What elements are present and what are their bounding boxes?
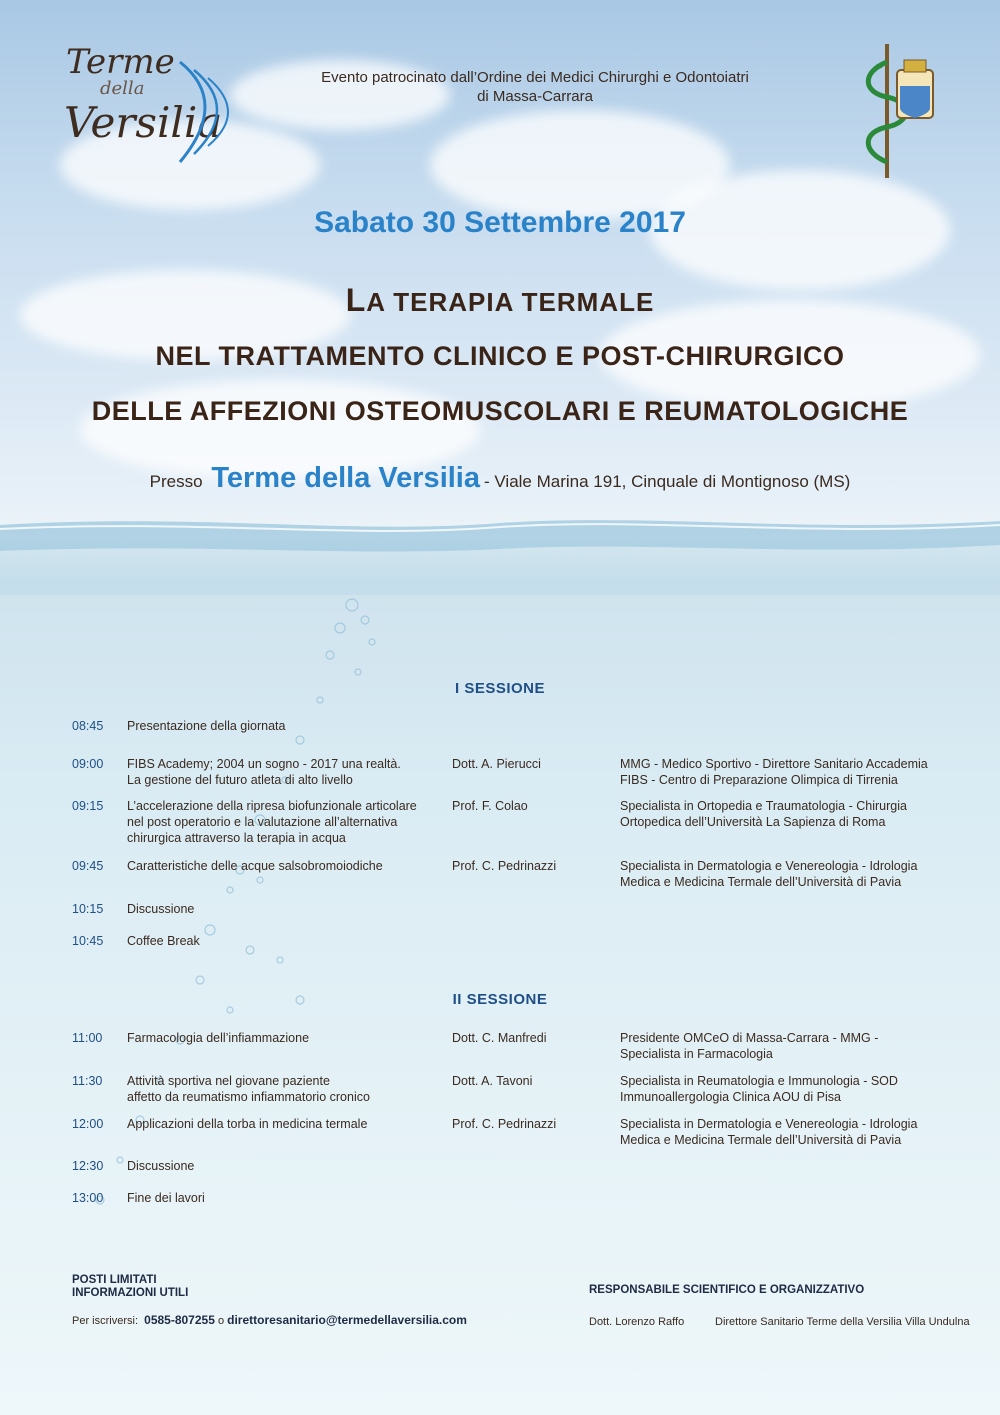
role-line: Ortopedica dell’Università La Sapienza di Roma bbox=[620, 815, 886, 829]
row-role bbox=[620, 798, 960, 830]
role-line: Specialista in Dermatologia e Venereologia - Idrologia bbox=[620, 859, 918, 873]
row-speaker: Dott. A. Pierucci bbox=[452, 757, 541, 771]
informazioni-utili: INFORMAZIONI UTILI bbox=[72, 1287, 189, 1299]
role-line: Specialista in Reumatologia e Immunologia - SOD bbox=[620, 1074, 898, 1088]
row-topic bbox=[127, 1116, 427, 1132]
row-topic bbox=[127, 718, 427, 734]
title-line3: DELLE AFFEZIONI OSTEOMUSCOLARI E REUMATOLOGICHE bbox=[91, 396, 909, 426]
title-line2: NEL TRATTAMENTO CLINICO E POST-CHIRURGICO bbox=[155, 341, 845, 371]
row-speaker: Dott. A. Tavoni bbox=[452, 1074, 533, 1088]
topic-line: Discussione bbox=[127, 902, 195, 916]
row-time: 10:15 bbox=[72, 902, 104, 916]
venue-name: Terme della Versilia bbox=[211, 462, 480, 494]
role-line: Specialista in Farmacologia bbox=[620, 1047, 773, 1061]
row-topic bbox=[127, 1158, 427, 1174]
row-time: 08:45 bbox=[72, 719, 104, 733]
title-line1 bbox=[0, 282, 1000, 319]
wave-arcs-icon bbox=[160, 52, 250, 172]
topic-line: FIBS Academy; 2004 un sogno - 2017 una realtà. bbox=[127, 757, 401, 771]
row-role bbox=[620, 858, 960, 890]
row-time: 09:00 bbox=[72, 757, 104, 771]
session1-title: I SESSIONE bbox=[454, 680, 546, 697]
row-role bbox=[620, 1073, 960, 1105]
row-time: 12:00 bbox=[72, 1117, 104, 1131]
topic-line: Discussione bbox=[127, 1159, 195, 1173]
row-speaker: Prof. C. Pedrinazzi bbox=[452, 859, 557, 873]
water-surface bbox=[0, 505, 1000, 595]
topic-line: Applicazioni della torba in medicina termale bbox=[127, 1117, 368, 1131]
role-line: MMG - Medico Sportivo - Direttore Sanitario Accademia bbox=[620, 757, 928, 771]
topic-line: Attività sportiva nel giovane paziente bbox=[127, 1074, 330, 1088]
responsabile-name: Dott. Lorenzo Raffo bbox=[589, 1316, 685, 1328]
event-date: Sabato 30 Settembre 2017 bbox=[314, 206, 686, 239]
role-line: Specialista in Dermatologia e Venereologia - Idrologia bbox=[620, 1117, 918, 1131]
role-line: FIBS - Centro di Preparazione Olimpica di Tirrenia bbox=[620, 773, 898, 787]
row-topic bbox=[127, 798, 427, 846]
iscriversi-label: Per iscriversi: bbox=[72, 1315, 139, 1327]
topic-line: Presentazione della giornata bbox=[127, 719, 286, 733]
responsabile-role: Direttore Sanitario Terme della Versilia Villa Undulna bbox=[715, 1316, 970, 1328]
topic-line: affetto da reumatismo infiammatorio cronico bbox=[127, 1090, 370, 1104]
topic-line: Fine dei lavori bbox=[127, 1191, 205, 1205]
row-speaker: Dott. C. Manfredi bbox=[452, 1031, 547, 1045]
row-topic bbox=[127, 756, 427, 788]
footer-info-heading bbox=[72, 1274, 188, 1300]
email-link[interactable]: direttoresanitario@termedellaversilia.com bbox=[227, 1313, 467, 1327]
title-line1-rest: A TERAPIA TERMALE bbox=[366, 287, 655, 317]
row-role bbox=[620, 1030, 960, 1062]
terme-versilia-logo bbox=[60, 42, 250, 182]
posti-limitati: POSTI LIMITATI bbox=[72, 1274, 157, 1286]
row-topic bbox=[127, 1073, 427, 1105]
row-time: 10:45 bbox=[72, 934, 104, 948]
patronage-line2: di Massa-Carrara bbox=[477, 88, 593, 105]
session2-title: II SESSIONE bbox=[452, 991, 548, 1008]
phone-number[interactable]: 0585-807255 bbox=[144, 1313, 215, 1327]
row-role bbox=[620, 1116, 960, 1148]
role-line: Presidente OMCeO di Massa-Carrara - MMG - bbox=[620, 1031, 879, 1045]
topic-line: La gestione del futuro atleta di alto livello bbox=[127, 773, 353, 787]
registration-line bbox=[72, 1313, 467, 1327]
row-time: 13:00 bbox=[72, 1191, 104, 1205]
topic-line: chirurgica attraverso la terapia in acqua bbox=[127, 831, 346, 845]
role-line: Immunoallergologia Clinica AOU di Pisa bbox=[620, 1090, 841, 1104]
venue-prefix: Presso bbox=[149, 472, 203, 491]
caduceus-crest-icon bbox=[842, 42, 942, 182]
row-time: 09:45 bbox=[72, 859, 104, 873]
responsabile-heading: RESPONSABILE SCIENTIFICO E ORGANIZZATIVO bbox=[589, 1284, 865, 1296]
row-speaker: Prof. F. Colao bbox=[452, 799, 528, 813]
row-topic bbox=[127, 1190, 427, 1206]
role-line: Medica e Medicina Termale dell’Università di Pavia bbox=[620, 1133, 902, 1147]
row-time: 09:15 bbox=[72, 799, 104, 813]
patronage-text bbox=[260, 68, 810, 106]
title-initial: L bbox=[345, 282, 367, 318]
row-role bbox=[620, 756, 960, 788]
topic-line: Farmacologia dell’infiammazione bbox=[127, 1031, 310, 1045]
topic-line: Coffee Break bbox=[127, 934, 200, 948]
topic-line: nel post operatorio e la valutazione all’alternativa bbox=[127, 815, 398, 829]
row-time: 11:30 bbox=[72, 1074, 103, 1088]
row-topic bbox=[127, 901, 427, 917]
venue-line bbox=[0, 462, 1000, 495]
row-speaker: Prof. C. Pedrinazzi bbox=[452, 1117, 557, 1131]
venue-address: - Viale Marina 191, Cinquale di Montignoso (MS) bbox=[484, 472, 851, 491]
row-topic bbox=[127, 933, 427, 949]
row-topic bbox=[127, 858, 427, 874]
row-time: 11:00 bbox=[72, 1031, 103, 1045]
row-topic bbox=[127, 1030, 427, 1046]
or-text: o bbox=[217, 1315, 225, 1327]
logo-line2: della bbox=[100, 78, 145, 99]
patronage-line1: Evento patrocinato dall’Ordine dei Medici Chirurghi e Odontoiatri bbox=[321, 69, 749, 86]
topic-line: Caratteristiche delle acque salsobromoiodiche bbox=[127, 859, 383, 873]
logo-line3: Versilia bbox=[64, 98, 223, 147]
row-time: 12:30 bbox=[72, 1159, 104, 1173]
topic-line: L’accelerazione della ripresa biofunzionale articolare bbox=[127, 799, 417, 813]
logo-line1: Terme bbox=[66, 42, 175, 82]
role-line: Specialista in Ortopedia e Traumatologia - Chirurgia bbox=[620, 799, 907, 813]
role-line: Medica e Medicina Termale dell’Università di Pavia bbox=[620, 875, 902, 889]
